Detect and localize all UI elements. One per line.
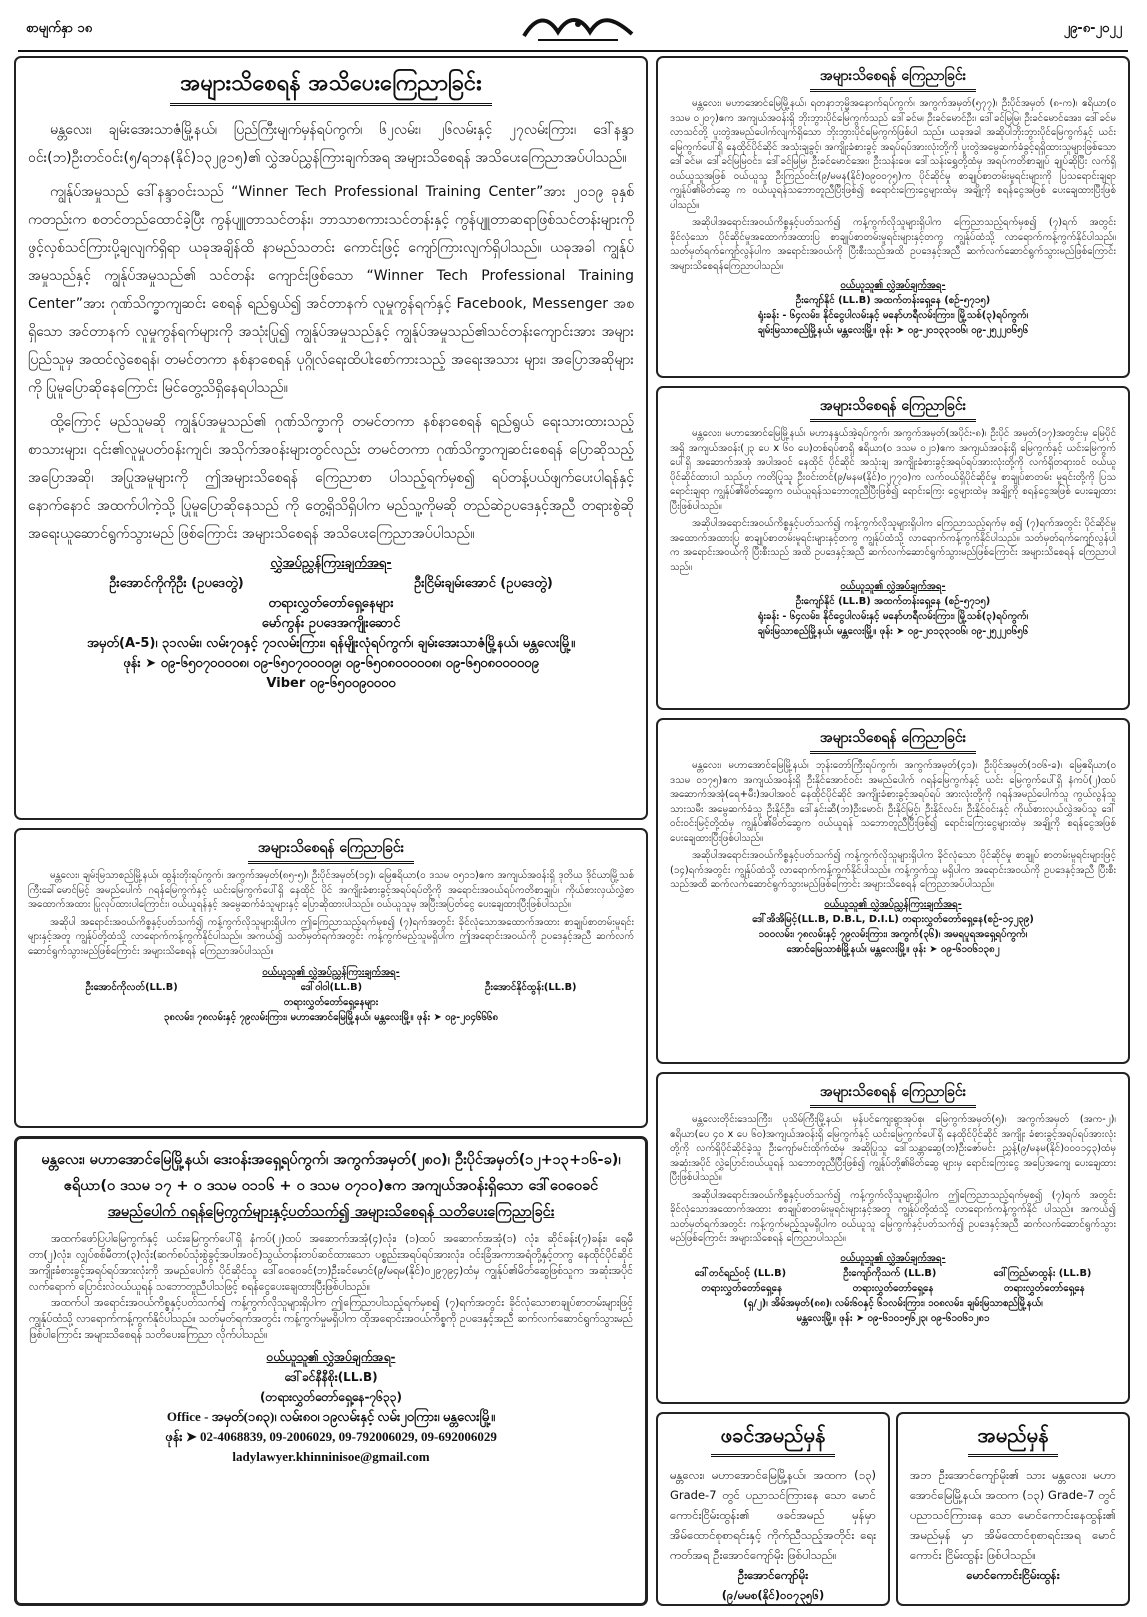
lawyer-name: ဦးအောင်ကိုကိုဦး (ဥပဒေတွဲ): [109, 576, 244, 591]
office-email: ladylawyer.khinninisoe@gmail.com: [232, 1449, 430, 1464]
signature-heading: ဝယ်ယူသူ၏ လွှဲအပ်ချက်အရ-: [840, 280, 946, 291]
lawyer-name: ဒေါ်ကြည်မာထွန်း (LL.B): [993, 1267, 1092, 1279]
lawyer-office: ရုံးခန်း - ၆၄လမ်း၊ နိုင်ငွေပါလမ်းနှင့် မနော်ဟရီလမ်းကြား၊ မြို့သစ်(၃)ရပ်ကွက်၊: [757, 611, 1029, 622]
notice-paragraph: အဆိုပါ အရောင်းအဝယ်ကိစ္စနှင့်ပတ်သက်၍ ကန့်ကွက်လိုသူများရှိပါက ဤကြေညာသည့်ရက်မှစ၍ (၇)ရက်အတွင်း ခိုင်လုံသောအထောက်အထား စာချုပ်စာတမ်းမူရင်းများနှင့်အတူ ကျွန်ုပ်တို့ထံသို့ လာရောက်ကန့်ကွက်နိုင်ပါသည်။ အကယ်၍ သတ်မှတ်ရက်အတွင်း ကန့်ကွက်မည့်သူမရှိပါက ဤအရောင်းအဝယ်ကို ဥပဒေနှင့်အညီ ဆက်လက်ဆောင်ရွက်သွားမည်ဖြစ်ကြောင်း အများသိစေရန် ကြေညာအပ်ပါသည်။: [28, 916, 634, 957]
page-number: စာမျက်နှာ ၁၈: [26, 21, 93, 36]
notice-pathein-gyi: [656, 1072, 1130, 1404]
masthead-logo-icon: [518, 12, 638, 46]
lawyer-phone: ချမ်းမြသာစည်မြို့နယ်၊ မန္တလေးမြို့။ ဖုန်း ➤ ၀၉-၂၀၁၃၃၁၀၆၊ ၀၉-၂၅၂၂၀၆၅၆: [757, 325, 1029, 336]
notice-paragraph: မန္တလေး၊ မဟာအောင်မြေမြို့နယ်၊ ရတနာဘုမ္မိအနောက်ရပ်ကွက်၊ အကွက်အမှတ်(၅၇၇)၊ ဦးပိုင်အမှတ် (၈-က)၊ ဧရိယာ(၀ ဒသမ ၀၂၀၇)ဧက အကျယ်အဝန်းရှိ ဘိုးဘွားပိုင်မြေကွက်သည် ဒေါ်ခင်မ၊ ဦးခင်မောင်ဦး၊ ဒေါ်ခင်မြမြ၊ ဦးခင်မောင်အေး၊ ဒေါ်ခင်မလာသင်တို့ ပူးတွဲအမည်ပေါက်လျက်ရှိသော ဘိုးဘွားပိုင်မြေကွက်ဖြစ်ပါ သည်။ ယခုအခါ အဆိုပါဘိုးဘွားပိုင်မြေကွက်နှင့် ယင်းမြေကွက်ပေါ်ရှိ နေထိုင်ပိုင်ဆိုင် အသုံးချခွင့်၊ အကျိုးခံစားခွင့် အရပ်ရပ်အားလုံးတို့ကို ပူးတွဲအမွေဆက်ခံခွင့်ရရှိထားသူများဖြစ်သော ဒေါ်ခင်မ၊ ဒေါ်ခင်မြမြဝင်း၊ ဒေါ်ခင်မြမြ၊ ဦးခင်မောင်အေး၊ ဦးသန်းဖေ၊ ဒေါ်သန်းရွှေတို့ထံမှ အရပ်ကတိစာချုပ် ချုပ်ဆိုပြီး လက်ရှိဝယ်ယူသူအဖြစ် ဝယ်ယူသူ ဦးကြည်ဝင်း(၉/မမန(နိုင်)၀၉၀၀၇၅)က ပိုင်ဆိုင်မှု စာချုပ်စာတမ်းမူရင်းများကို ပြသရောင်းချရာ ကျွန်ုပ်၏မိတ်ဆွေ က ဝယ်ယူရန်သဘောတူညီပြီးဖြစ်၍ စရောင်းကြေးငွေများထဲမှ အချို့ကို စရန်ငွေအဖြစ် ပေးချေထားပြီးဖြစ်ပါသည်။: [670, 98, 1116, 211]
lawyer-role: (တရားလွှတ်တော်ရှေ့နေ-၇၆၃၃): [260, 1390, 402, 1404]
lawyer-name: ဦးအောင်ကိုလတ်(LL.B): [85, 982, 178, 993]
notice-paragraph: ထို့ကြောင့် မည်သူမဆို ကျွန်ုပ်အမှုသည်၏ ဂုဏ်သိက္ခာကို တမင်တကာ နစ်နာစေရန် ရည်ရွယ် ရေးသားထားသည့် စာသားများ၊ ၎င်း၏လူမှုပတ်ဝန်းကျင်၊ အသိုက်အဝန်းများတွင်လည်း တမင်တကာ ဂုဏ်သိက္ခာကျဆင်းစေရန် ပြောဆိုသည့် အပြောအဆို၊ အပြုအမူများကို ဤအများသိစေရန် ကြေညာစာ ပါသည့်ရက်မှစ၍ ရပ်တန့်ပယ်ဖျက်ပေးပါရန်နှင့် နောက်နောင် အထက်ပါကဲ့သို့ ပြုမူပြောဆိုနေသည် ကို တွေ့ရှိသိရှိပါက မည်သူ့ကိုမဆို တည်ဆဲဥပဒေနှင့်အညီ တရားစွဲဆို အရေးယူဆောင်ရွက်သွားမည် ဖြစ်ကြောင်း အများသိစေရန် အသိပေးကြေညာအပ်ပါသည်။: [28, 414, 634, 542]
notice-title: အများသိစေရန် ကြေညာခြင်း: [670, 1082, 1116, 1108]
lawyer-address: (ရှ/၂)၊ အိမ်အမှတ်(၈၈)၊ လမ်း၆၀နှင့် ၆၁လမ်းကြား၊ ၁၀၈လမ်း၊ ချမ်းမြသာစည်မြို့နယ်၊: [743, 1297, 1043, 1309]
lawyer-phone: ချမ်းမြသာစည်မြို့နယ်၊ မန္တလေးမြို့။ ဖုန်း ➤ ၀၉-၂၀၁၃၃၁၀၆၊ ၀၉-၂၅၂၂၀၆၅၆: [757, 626, 1029, 637]
lawyer-name: ဦးအောင်နိုင်ထွန်း(LL.B): [485, 982, 577, 993]
notice-paragraph: မန္တလေး၊ မဟာအောင်မြေမြို့နယ်၊ ဘုန်းတော်ကြီးရပ်ကွက်၊ အကွက်အမှတ်(၄၁)၊ ဦးပိုင်အမှတ်(၁၀၆-ခ)၊ မြေဧရိယာ(၀ ဒသမ ၀၁၇၅)ဧက အကျယ်အဝန်းရှိ ဦးနိုင်အောင်ဝင်း အမည်ပေါက် ဂရန်မြေကွက်နှင့် ယင်း မြေကွက်ပေါ်ရှိ နံကပ်(၂)ထပ် အဆောက်အအုံ(ရေ+မီး)အပါအဝင် နေထိုင်ပိုင်ဆိုင် အကျိုးခံစားခွင့်အရပ်ရပ် အားလုံးတို့ကို ဂရန်အမည်ပေါက်သူ ကွယ်လွန်သူသားသမီး အမွေဆက်ခံသူ ဦးနိုင်ဦး၊ ဒေါ်နှင်းဆီ(ဘ)ဦးမောင်၊ ဦးနိုင်မြင့်၊ ဦးနိုင်လင်း၊ ဦးနိုင်ဝင်းနှင့် ကိုယ်စားလှယ်လွှဲအပ်သူ ဒေါ်ဝင်းဝင်းမြင့်တို့ထံမှ ကျွန်ုပ်၏မိတ်ဆွေက ဝယ်ယူရန် သဘောတူညီပြီးဖြစ်၍ ရောင်းကြေးငွေများထဲမှ အချို့ကို စရန်ငွေအဖြစ် ပေးချေထားပြီးဖြစ်ပါသည်။: [670, 760, 1116, 844]
office-phone: ဖုန်း ➤ 02-4068839, 09-2006029, 09-792006029, 09-692006029: [165, 1429, 497, 1444]
lawyer-role: တရားလွှတ်တော်ရှေ့နေများ: [268, 596, 394, 611]
lawyer-name: ဦးငြိမ်းချမ်းအောင် (ဥပဒေတွဲ): [414, 576, 553, 591]
signature-heading: ဝယ်ယူသူ၏ လွှဲအပ်ညွှန်ကြားချက်အရ-: [262, 967, 400, 978]
masthead-logo: [518, 12, 638, 46]
lawyer-address: ၃၈လမ်း၊ ၇၈လမ်းနှင့် ၇၉လမ်းကြား၊ မဟာအောင်မြေမြို့နယ်၊ မန္တလေးမြို့။ ဖုန်း ➤ ၀၉-၂၀၄၆၆၆၈: [163, 1012, 499, 1023]
lawyer-role: တရားလွှတ်တော်ရှေ့နေ: [852, 1282, 934, 1294]
notice-heading: ဧရိယာ(၀ ဒသမ ၁၇ + ၀ ဒသမ ၀၁၁၆ + ၀ ဒသမ ၀၇၁၀)ဧက အကျယ်အဝန်းရှိသော ဒေါ်ဝေဝေခင်: [63, 1178, 599, 1194]
signer-nrc: (၉/မမစ(နိုင်)၀၀၇၃၅၆): [721, 1588, 825, 1602]
firm-address: အမှတ်(A-5)၊ ၃၁လမ်း၊ လမ်း၇၀နှင့် ၇၁လမ်းကြား၊ ရန်မျိုးလုံရပ်ကွက်၊ ချမ်းအေးသာဇံမြို့နယ်၊ မန္တလေးမြို့။: [86, 636, 576, 651]
notice-father-name-correction: [656, 1412, 890, 1606]
lawyer-name: ဦးကျော်ကိုသက် (LL.B): [843, 1267, 937, 1279]
notice-mahanandar: [656, 386, 1130, 710]
lawyer-name: ဒေါ်ဝါဝါ(LL.B): [300, 982, 363, 993]
notice-name-correction: [896, 1412, 1130, 1606]
lawyer-name: ဦးကျော်နိုင် (LL.B) အထက်တန်းရှေ့နေ (စဥ်-၅၇၁၅): [795, 295, 991, 306]
lawyer-name: ဒေါ်ခင်နီနီစိုး(LL.B): [284, 1370, 378, 1384]
lawyer-office: ရုံးခန်း - ၆၄လမ်း၊ နိုင်ငွေပါလမ်းနှင့် မနော်ဟရီလမ်းကြား၊ မြို့သစ်(၃)ရပ်ကွက်၊: [757, 310, 1029, 321]
notice-heading: မန္တလေး၊ မဟာအောင်မြေမြို့နယ်၊ ဒေးဝန်းအရှေ့ရပ်ကွက်၊ အကွက်အမှတ်(၂၈၀)၊ ဦးပိုင်အမှတ်(၁၂+၁၃+၁၆-ခ)၊: [41, 1152, 621, 1168]
firm-viber: Viber ၀၉-၆၅၀၀၉၀၀၀၀: [266, 676, 396, 691]
notice-paragraph: မန္တလေး၊ မဟာအောင်မြေမြို့နယ်၊ အထက (၁၃) Grade-7 တွင် ပညာသင်ကြားနေ သော မောင်ကောင်းငြိမ်းထွန်း၏ ဖခင်အမည် မှန်မှာ အိမ်ထောင်စုစာရင်းနှင့် ကိုက်ညီသည့်အတိုင်း ရေးကတ်အရ ဦးအောင်ကျော်မိုး ဖြစ်ပါသည်။: [670, 1468, 876, 1562]
signature-heading: ဝယ်ယူသူ၏ လွှဲအပ်ချက်အရ-: [266, 1350, 396, 1364]
notice-heading: အမည်ပေါက် ဂရန်မြေကွက်များနှင့်ပတ်သက်၍ အများသိစေရန် သတိပေးကြေညာခြင်း: [107, 1204, 555, 1220]
notice-paragraph: မန္တလေး၊ ချမ်းမြသာစည်မြို့နယ်၊ ထွန်းတိုးရပ်ကွက်၊ အကွက်အမှတ်(၈၅-၅)၊ ဦးပိုင်အမှတ်(၁၄)၊ မြေဧရိယာ(၀ ဒသမ ၀၅၁၁)ဧက အကျယ်အဝန်းရှိ ဒုတိယ ဒိုင်ယာမြို့သစ်ကြီးခေါ်မောင်မြင့် အမည်ပေါက် ဂရန်မြေကွက်နှင့် ယင်းမြေကွက်ပေါ်ရှိ နေထိုင် ပိုင် အကျိုးခံစားခွင့်အရပ်ရပ်တို့ကို အရောင်းအဝယ်ရပ်ကတိစာချုပ်၊ ကိုယ်စားလှယ်လွှဲစာအထောက်အထား ပြုလုပ်ထားပါကြောင်း၊ ဝယ်ယူရန်နှင့် အမွေဆက်ခံသူများနှင့် ပြောဆိုထားပါသည်။ ဝယ်ယူသူမှ အပြီးအပြတ်ငွေ ပေးချေထားပြီးဖြစ်ပါသည်။: [28, 870, 634, 910]
lawyer-phone: အောင်မြေသာစံမြို့နယ်၊ မန္တလေးမြို့။ ဖုန်း ➤ ၀၉-၆၁၀၆၁၃၈၂: [786, 943, 1000, 955]
lawyer-name: ဒေါ်တင်ရည်ဝင့် (LL.B): [694, 1267, 787, 1279]
notice-paragraph: အဘ ဦးအောင်ကျော်မိုး၏ သား မန္တလေး၊ မဟာအောင်မြေမြို့နယ်၊ အထက (၁၃) Grade-7 တွင် ပညာသင်ကြားနေ သော မောင်ကောင်းနေထွန်း၏ အမည်မှန် မှာ အိမ်ထောင်စုစာရင်းအရ မောင်ကောင်း ငြိမ်းထွန်း ဖြစ်ပါသည်။: [910, 1468, 1116, 1562]
notice-title: ဖခင်အမည်မှန်: [670, 1422, 876, 1457]
notice-title: အများသိစေရန် ကြေညာခြင်း: [670, 396, 1116, 422]
lawyer-role: တရားလွှတ်တော်ရှေ့နေ: [1003, 1282, 1085, 1294]
notice-paragraph: ကျွန်ုပ်အမှုသည် ဒေါ်နန္ဒာဝင်းသည် “Winner Tech Professional Training Center”အား ၂၀၁၉ ခုနှစ်ကတည်းက စတင်တည်ထောင်ခဲ့ပြီး ကွန်ပျူတာသင်တန်း၊ ဘာသာစကားသင်တန်းနှင့် ကွန်ပျူတာဆရာဖြစ်သင်တန်းများကို ဖွင့်လှစ်သင်ကြားပို့ချလျက်ရှိရာ ယခုအချိန်ထိ နာမည်သတင်း ကောင်းဖြင့် ကျော်ကြားလျက်ရှိပါသည်။ ယခုအခါ ကျွန်ုပ်အမှုသည်နှင့် ကျွန်ုပ်အမှုသည်၏ သင်တန်း ကျောင်းဖြစ်သော “Winner Tech Professional Training Center”အား ဂုဏ်သိက္ခာကျဆင်း စေရန် ရည်ရွယ်၍ အင်တာနက် လူမှုကွန်ရက်နှင့် Facebook, Messenger အစရှိသော အင်တာနက် လူမှုကွန်ရက်များကို အသုံးပြု၍ ကျွန်ုပ်အမှုသည်နှင့် ကျွန်ုပ်အမှုသည်၏သင်တန်းကျောင်းအား အများ ပြည်သူမှ အထင်လွဲစေရန်၊ တမင်တကာ နစ်နာစေရန် ပုဂ္ဂိုလ်ရေးထိပါးစော်ကားသည့် အရေးအသား များ၊ အပြောအဆိုများကို ပြုမူပြောဆိုနေကြောင်း မြင်တွေ့သိရှိနေရပါသည်။: [28, 184, 634, 396]
lawyer-names: [28, 574, 634, 594]
signature-heading: ဝယ်ယူသူ၏ လွှဲအပ်ညွှန်ကြားချက်အရ-: [824, 898, 962, 910]
notice-paragraph: အထက်ဖော်ပြပါမြေကွက်နှင့် ယင်းမြေကွက်ပေါ်ရှိ နံကပ်(၂)ထပ် အဆောက်အအုံ(၄)လုံး၊ (၁)ထပ် အဆောက်အအုံ(၁) လုံး၊ ဆိုင်ခန်း(၇)ခန်း၊ ရေမီတာ(၂)လုံး၊ လျှပ်စစ်မီတာ(၃)လုံး(ဆက်စပ်သုံးစွဲခွင့်အပါအဝင်)သွယ်တန်းတပ်ဆင်ထားသော ပစ္စည်းအရပ်ရပ်အားလုံး၊ ဝင်းခြံအကာအရံတို့နှင့်တကွ နေထိုင်ပိုင်ဆိုင် အကျိုးခံစားခွင့်အရပ်ရပ်အားလုံးကို အမည်ပေါက် ပိုင်ဆိုင်သူ ဒေါ်ဝေဝေခင်(ဘ)ဦးခင်မောင်(၉/မရမ(နိုင်)၀၂၉၇၉၄)ထံမှ ကျွန်ုပ်၏မိတ်ဆွေဖြစ်သူက အဆုံးအပိုင် လက်ရောက် ပြောင်းလဲဝယ်ယူရန် သဘောတူညီပါသဖြင့် စရန်ငွေပေးချေထားပြီးဖြစ်ပါသည်။: [29, 1233, 633, 1293]
lawyer-name: ဦးကျော်နိုင် (LL.B) အထက်တန်းရှေ့နေ (စဥ်-၅၇၁၅): [795, 596, 991, 607]
notice-paragraph: မန္တလေးတိုင်းဒေသကြီး၊ ပုသိမ်ကြီးမြို့နယ်၊ မှန်ပင်ကျေးရွာအုပ်စု၊ မြေကွက်အမှတ်(၅)၊ အကွက်အမှတ် (အက-၂)၊ ဧရိယာ(ပေ ၄၀ x ပေ ၆၀)အကျယ်အဝန်းရှိ မြေကွက်နှင့် ယင်းမြေကွက်ပေါ်ရှိ နေထိုင်ပိုင်ဆိုင် အကျိုး ခံစားခွင့်အရပ်ရပ်အားလုံးတို့ကို လက်ရှိပိုင်ဆိုင်ခဲ့သူ ဦးကျော်မင်းထိုက်ထံမှ အဆိုပြုသူ ဒေါ်သန္တာဆွေ(ဘ)ဦးဇော်မင်း ညွှန့်(၉/မနမ(နိုင်)၀၀၀၁၄၃)ထံမှ အဆုံးအပိုင် လွှဲပြောင်းဝယ်ယူရန် သဘောတူညီပြီးဖြစ်၍ ကျွန်ုပ်တို့၏မိတ်ဆွေ များမှ ရောင်းကြေးငွေ အပြေအကျေ ပေးချေထားပြီးဖြစ်ပါသည်။: [670, 1114, 1116, 1183]
notice-paragraph: အဆိုပါအရောင်းအဝယ်ကိစ္စနှင့်ပတ်သက်၍ ကန့်ကွက်လိုသူများရှိပါက ကြေညာသည့်ရက်မှစ၍ (၇)ရက် အတွင်း ခိုင်လုံသော ပိုင်ဆိုင်မှုအထောက်အထားပြ စာချုပ်စာတမ်းမူရင်းများနှင့်တကွ ကျွန်ုပ်ထံသို့ လာရောက်ကန့်ကွက်နိုင်ပါသည်။ သတ်မှတ်ရက်ကျော်လွန်ပါက အရောင်းအဝယ်ကို ပြီးစီးသည်အထိ ဥပဒေနှင့်အညီ ဆက်လက်ဆောင်ရွက်သွားမည်ဖြစ်ကြောင်း အများသိစေရန်ကြေညာပါသည်။: [670, 217, 1116, 272]
notice-paragraph: အဆိုပါအရောင်းအဝယ်ကိစ္စနှင့်ပတ်သက်၍ ကန့်ကွက်လိုသူများရှိပါက ကြေညာသည့်ရက်မှ စ၍ (၇)ရက်အတွင်း ပိုင်ဆိုင်မှုအထောက်အထားပြ စာချုပ်စာတမ်းမူရင်းများနှင့်တကွ ကျွန်ုပ်ထံသို့ လာရောက်ကန့်ကွက်နိုင်ပါသည်။ သတ်မှတ်ရက်ကျော်လွန်ပါက အရောင်းအဝယ်ကို ပြီးစီးသည် အထိ ဥပဒေနှင့်အညီ ဆက်လက်ဆောင်ရွက်သွားမည်ဖြစ်ကြောင်း အများသိစေရန် ကြေညာပါ သည်။: [670, 518, 1116, 573]
notice-title: အများသိစေရန် ကြေညာခြင်း: [28, 838, 634, 864]
notice-dawei-east: [14, 1136, 648, 1606]
notice-paragraph: အဆိုပါအရောင်းအဝယ်ကိစ္စနှင့်ပတ်သက်၍ ကန့်ကွက်လိုသူများရှိပါက ဤကြေညာသည့်ရက်မှစ၍ (၇)ရက် အတွင်း ခိုင်လုံသောအထောက်အထား စာချုပ်စာတမ်းမူရင်းများနှင့်အတူ ကျွန်ုပ်တို့ထံသို့ လာရောက်ကန့်ကွက်နိုင် ပါသည်။ အကယ်၍ သတ်မှတ်ရက်အတွင်း ကန့်ကွက်မည့်သူမရှိပါက ဝယ်ယူသူ မြေကွက်နှင့်ပတ်သက်၍ ဥပဒေနှင့်အညီ ဆက်လက်ဆောင်ရွက်သွားမည်ဖြစ်ကြောင်း အများသိစေရန် ကြေညာပါသည်။: [670, 1189, 1116, 1244]
header-rule: [18, 50, 1128, 52]
notice-paragraph: အဆိုပါအရောင်းအဝယ်ကိစ္စနှင့်ပတ်သက်၍ ကန့်ကွက်လိုသူများရှိပါက ခိုင်လုံသော ပိုင်ဆိုင်မှု စာချုပ် စာတမ်းမူရင်းများဖြင့် (၁၄)ရက်အတွင်း ကျွန်ုပ်ထံသို့ လာရောက်ကန့်ကွက်နိုင်ပါသည်။ ကန့်ကွက်သူ မရှိပါက အရောင်းအဝယ်ကို ဥပဒေနှင့်အညီ ပြီးစီးသည်အထိ ဆက်လက်ဆောင်ရွက်သွားမည်ဖြစ်ကြောင်း အများသိစေရန် ကြေညာအပ်ပါသည်။: [670, 850, 1116, 890]
notice-paragraph: အထက်ပါ အရောင်းအဝယ်ကိစ္စနှင့်ပတ်သက်၍ ကန့်ကွက်လိုသူများရှိပါက ဤကြေညာပါသည့်ရက်မှစ၍ (၇)ရက်အတွင်း ခိုင်လုံသောစာချုပ်စာတမ်းများဖြင့် ကျွန်ုပ်ထံသို့ လာရောက်ကန့်ကွက်နိုင်ပါသည်။ သတ်မှတ်ရက်အတွင်း ကန့်ကွက်မှုမရှိပါက ထိုအရောင်းအဝယ်ကိစ္စကို ဥပဒေနှင့်အညီ ဆက်လက်ဆောင်ရွက်သွားမည်ဖြစ်ပါကြောင်း အများသိစေရန် သတိပေးကြေညာ လိုက်ပါသည်။: [29, 1297, 633, 1341]
notice-title: အများသိစေရန် အသိပေးကြေညာခြင်း: [28, 68, 634, 106]
page-header: [18, 12, 1128, 48]
lawyer-names: [670, 1266, 1116, 1281]
lawyer-address: ၁၀၀လမ်း၊ ၇၈လမ်းနှင့် ၇၉လမ်းကြား၊ အကွက်(၃၆)၊ အမရပူရအရှေ့ရပ်ကွက်၊: [758, 928, 1028, 940]
notice-phone-daw-gyi: [656, 718, 1130, 1064]
notice-title: အမည်မှန်: [910, 1422, 1116, 1457]
signer-name: ဦးအောင်ကျော်မိုး: [737, 1568, 809, 1582]
signature-heading: ဝယ်ယူသူ၏ လွှဲအပ်ချက်အရ-: [840, 1252, 946, 1264]
notice-title: အများသိစေရန် ကြေညာခြင်း: [670, 66, 1116, 92]
office-address: Office - အမှတ်(၁၈၃)၊ လမ်း၈၀၊ ၁၉လမ်းနှင့် လမ်း၂၀ကြား၊ မန္တလေးမြို့။: [166, 1409, 496, 1424]
firm-phone: ဖုန်း ➤ ၀၉-၆၅၀၇၀၀၀၀၈၊ ၀၉-၆၅၀၇၀၀၀၀၉၊ ၀၉-၆၅၀၈၀၀၀၀၀၈၊ ၀၉-၆၅၀၈၀၀၀၀၀၉: [123, 656, 539, 671]
notice-yadanar-west: [656, 56, 1130, 378]
notice-tun-toe: [14, 828, 648, 1128]
signature-heading: ဝယ်ယူသူ၏ လွှဲအပ်ချက်အရ-: [840, 581, 946, 592]
lawyer-name: ဒေါ်အိအိမြင့်(LL.B, D.B.L, D.I.L) တရားလွှတ်တော်ရှေ့နေ(စဥ်-၁၄၂၃၉): [752, 913, 1034, 925]
signature-heading: လွှဲအပ်ညွှန်ကြားချက်အရ-: [270, 556, 392, 571]
signer-name: မောင်ကောင်းငြိမ်းထွန်း: [966, 1568, 1060, 1582]
lawyer-role: တရားလွှတ်တော်ရှေ့နေ: [701, 1282, 783, 1294]
notice-paragraph: မန္တလေး၊ ချမ်းအေးသာဇံမြို့နယ်၊ ပြည်ကြီးမျက်မှန်ရပ်ကွက်၊ ၆၂လမ်း၊ ၂၆လမ်းနှင့် ၂၇လမ်းကြား၊ ဒေါ်နန္ဒာဝင်း(ဘ)ဦးတင်ဝင်း(၅/ရဘန(နိုင်)၁၃၂၉၁၅)၏ လွှဲအပ်ညွှန်ကြားချက်အရ အများသိစေရန် အသိပေးကြေညာအပ်ပါသည်။: [28, 122, 634, 166]
notice-title: အများသိစေရန် ကြေညာခြင်း: [670, 728, 1116, 754]
page-date: ၂၉-၈-၂၀၂၂: [1063, 21, 1122, 36]
lawyer-roles: [670, 1281, 1116, 1296]
notice-paragraph: မန္တလေး၊ မဟာအောင်မြေမြို့နယ်၊ မဟာနန္ဒယ်အဲ့ရပ်ကွက်၊ အကွက်အမှတ်(အပိုင်း-၈)၊ ဦးပိုင် အမှတ်(၁၇)အတွင်းမှ မြေပိုင်အရှိ အကျယ်အဝန်း(၂၃ ပေ x ၆၀ ပေ)တစ်ရပ်စာရှိ ဧရိယာ(၀ ဒသမ ၀၂၁)ဧက အကျယ်အဝန်းရှိ မြေကွက်နှင့် ယင်းမြေကွက်ပေါ်ရှိ အဆောက်အအုံ အပါအဝင် နေထိုင် ပိုင်ဆိုင် အသုံးချ အကျိုးခံစားခွင့်အရပ်ရပ်အားလုံးတို့ကို လက်ရှိတရားဝင် ဝယ်ယူပိုင်ဆိုင်ထားပါ သည်ဟု ကတိပြုသူ ဦးဝင်းတင်(၉/မနမ(နိုင်)၀၂၇၇၀)က လက်ဝယ်ရှိပိုင်ဆိုင်မှု စာချုပ်စာတမ်း မူရင်းတို့ကို ပြသရောင်းချရာ ကျွန်ုပ်၏မိတ်ဆွေက ဝယ်ယူရန်သဘောတူညီပြီးဖြစ်၍ ရောင်းကြေး ငွေများထဲမှ အချို့ကို စရန်ငွေအဖြစ် ပေးချေထားပြီးဖြစ်ပါသည်။: [670, 428, 1116, 512]
lawyer-role: တရားလွှတ်တော်ရှေ့နေများ: [283, 997, 379, 1008]
lawyer-names: [28, 980, 634, 995]
lawyer-phone: မန္တလေးမြို့။ ဖုန်း ➤ ၀၉-၆၁၀၁၅၆၂၃၊ ၀၉-၆၁၀၆၁၂၈၁: [796, 1312, 990, 1324]
notice-winner-tech: [14, 56, 648, 820]
law-firm-name: မော်ကွန်း ဥပဒေအကျိုးဆောင်: [261, 616, 401, 631]
